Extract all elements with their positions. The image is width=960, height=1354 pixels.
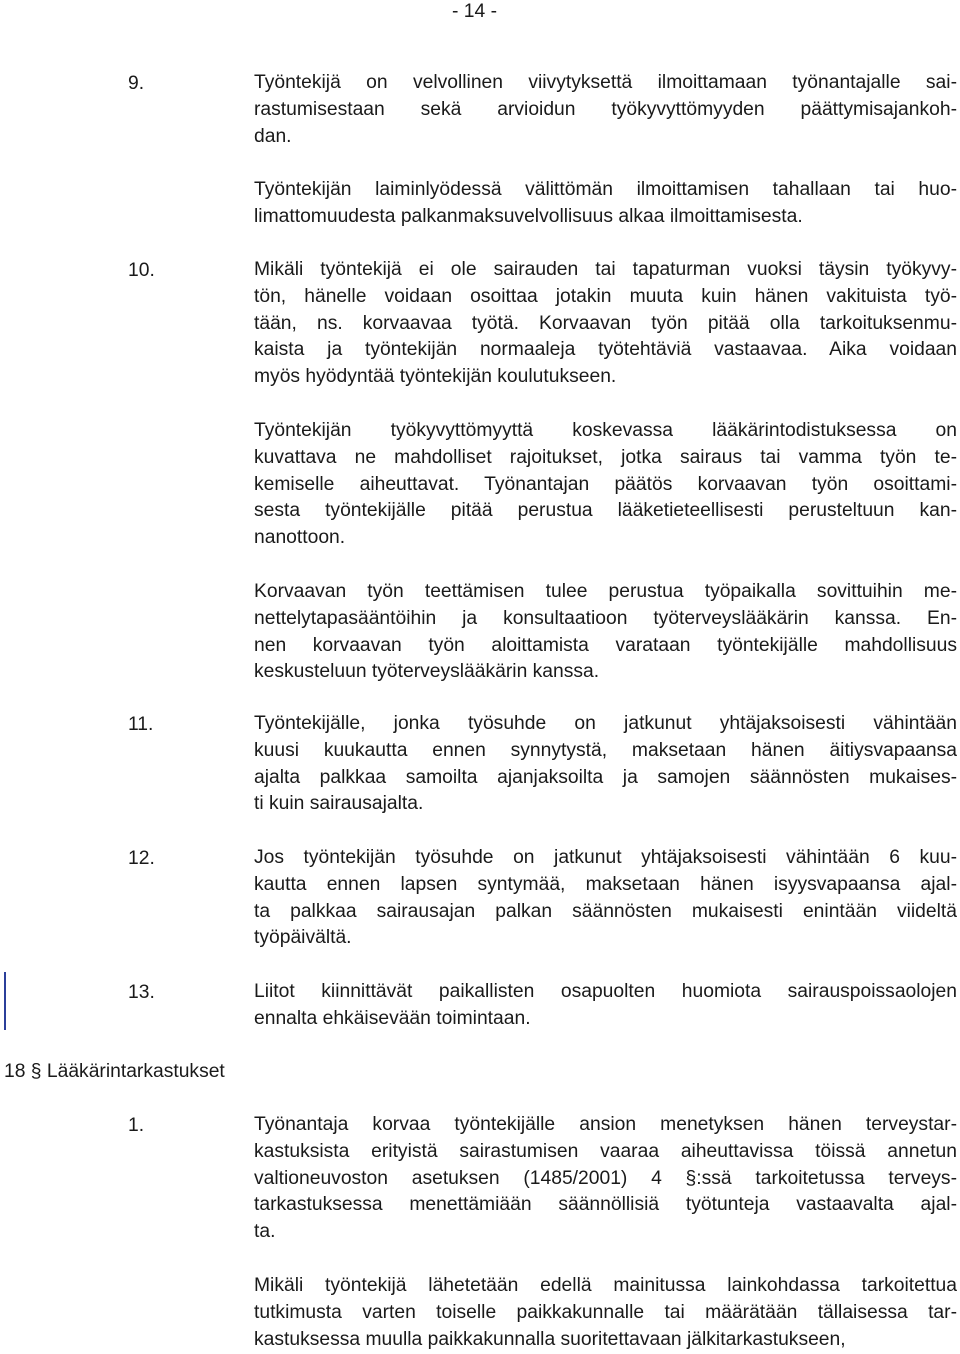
text-line: ta palkkaa sairausajan palkan säännösten mukaisesti enintään viideltä [254,900,957,922]
text-line: kaista ja työntekijän normaaleja työtehtäviä vastaavaa. Aika voidaan [254,339,957,361]
text-line: Työnantaja korvaa työntekijälle ansion menetyksen hänen terveystar- [254,1114,957,1135]
paragraph [254,70,957,150]
paragraph [254,418,957,552]
text-line: tön, hänelle voidaan osoittaa jotakin muuta kuin hänen vakituista työ- [254,285,957,307]
text-line: nettelytapasääntöihin ja konsultaatioon työterveyslääkärin kanssa. En- [254,607,957,629]
item-number: 12. [128,848,155,869]
item-number: 13. [128,982,155,1003]
text-line: Työntekijän työkyvyttömyyttä koskevassa lääkärintodistuksessa on [254,420,957,441]
text-line: keskusteluun työterveyslääkärin kanssa. [254,661,600,683]
text-line: limattomuudesta palkanmaksuvelvollisuus alkaa ilmoittamisesta. [254,205,803,227]
text-line: Jos työntekijän työsuhde on jatkunut yhtäjaksoisesti vähintään 6 kuu- [254,847,957,868]
section-heading: 18 § Lääkärintarkastukset [4,1061,225,1082]
text-line: kuvattava ne mahdolliset rajoitukset, jotka sairaus tai vamma työn te- [254,446,957,468]
text-line: Työntekijän laiminlyödessä välittömän ilmoittamisen tahallaan tai huo- [254,179,957,200]
text-line: kastuksista erityistä sairastumisen vaaraa aiheuttavissa töissä annetun [254,1140,957,1162]
text-line: rastumisestaan sekä arvioidun työkyvyttömyyden päättymisajankoh- [254,98,957,120]
item-number: 10. [128,260,155,281]
page-number: - 14 - [452,1,498,22]
text-line: Mikäli työntekijä ei ole sairauden tai tapaturman vuoksi täysin työkyvy- [254,259,957,280]
text-line: Mikäli työntekijä lähetetään edellä mainitussa lainkohdassa tarkoitettua [254,1275,957,1296]
text-line: tään, ns. korvaavaa työtä. Korvaavan työn pitää olla tarkoituksenmu- [254,312,957,334]
text-line: kastuksessa muulla paikkakunnalla suoritettavaan jälkitarkastukseen, [254,1328,846,1350]
text-line: kautta ennen lapsen syntymää, maksetaan hänen isyysvapaansa ajal- [254,873,957,895]
text-line: tutkimusta varten toiselle paikkakunnalle tai määrätään tällaisessa tar- [254,1301,957,1323]
text-line: Liitot kiinnittävät paikallisten osapuolten huomiota sairauspoissaolojen [254,981,957,1002]
paragraph [254,711,957,818]
text-line: Korvaavan työn teettämisen tulee perustua työpaikalla sovittuihin me- [254,581,957,602]
text-line: nen korvaavan työn aloittamista varataan työntekijälle mahdollisuus [254,634,957,656]
item-number: 1. [128,1115,145,1136]
paragraph [254,1112,957,1246]
text-line: Työntekijälle, jonka työsuhde on jatkunut yhtäjaksoisesti vähintään [254,713,957,734]
text-line: Työntekijä on velvollinen viivytyksettä ilmoittamaan työnantajalle sai- [254,72,957,93]
text-line: myös hyödyntää työntekijän koulutukseen. [254,366,617,388]
paragraph [254,177,957,231]
text-line: työpäivältä. [254,927,352,949]
paragraph [254,579,957,686]
text-line: kemiselle aiheuttavat. Työnantajan päätös korvaavan työn osoittami- [254,473,957,495]
text-line: tarkastuksessa menettämiään säännöllisiä työtunteja vastaavalta ajal- [254,1194,957,1216]
text-line: ta. [254,1221,276,1243]
item-number: 11. [128,714,154,735]
text-line: ennalta ehkäisevään toimintaan. [254,1007,531,1029]
text-line: ajalta palkkaa samoilta ajanjaksoilta ja samojen säännösten mukaises- [254,766,957,788]
text-line: kuusi kuukautta ennen synnytystä, maksetaan hänen äitiysvapaansa [254,739,957,761]
paragraph [254,1273,957,1353]
paragraph [254,257,957,391]
text-line: valtioneuvoston asetuksen (1485/2001) 4 §:ssä tarkoitetussa terveys- [254,1167,957,1189]
revision-change-bar [4,972,6,1030]
paragraph [254,979,957,1033]
text-line: dan. [254,125,292,147]
text-line: ti kuin sairausajalta. [254,793,424,815]
item-number: 9. [128,73,145,94]
text-line: nanottoon. [254,527,346,549]
text-line: sesta työntekijälle pitää perustua lääketieteellisesti perusteltuun kan- [254,500,957,522]
paragraph [254,845,957,952]
